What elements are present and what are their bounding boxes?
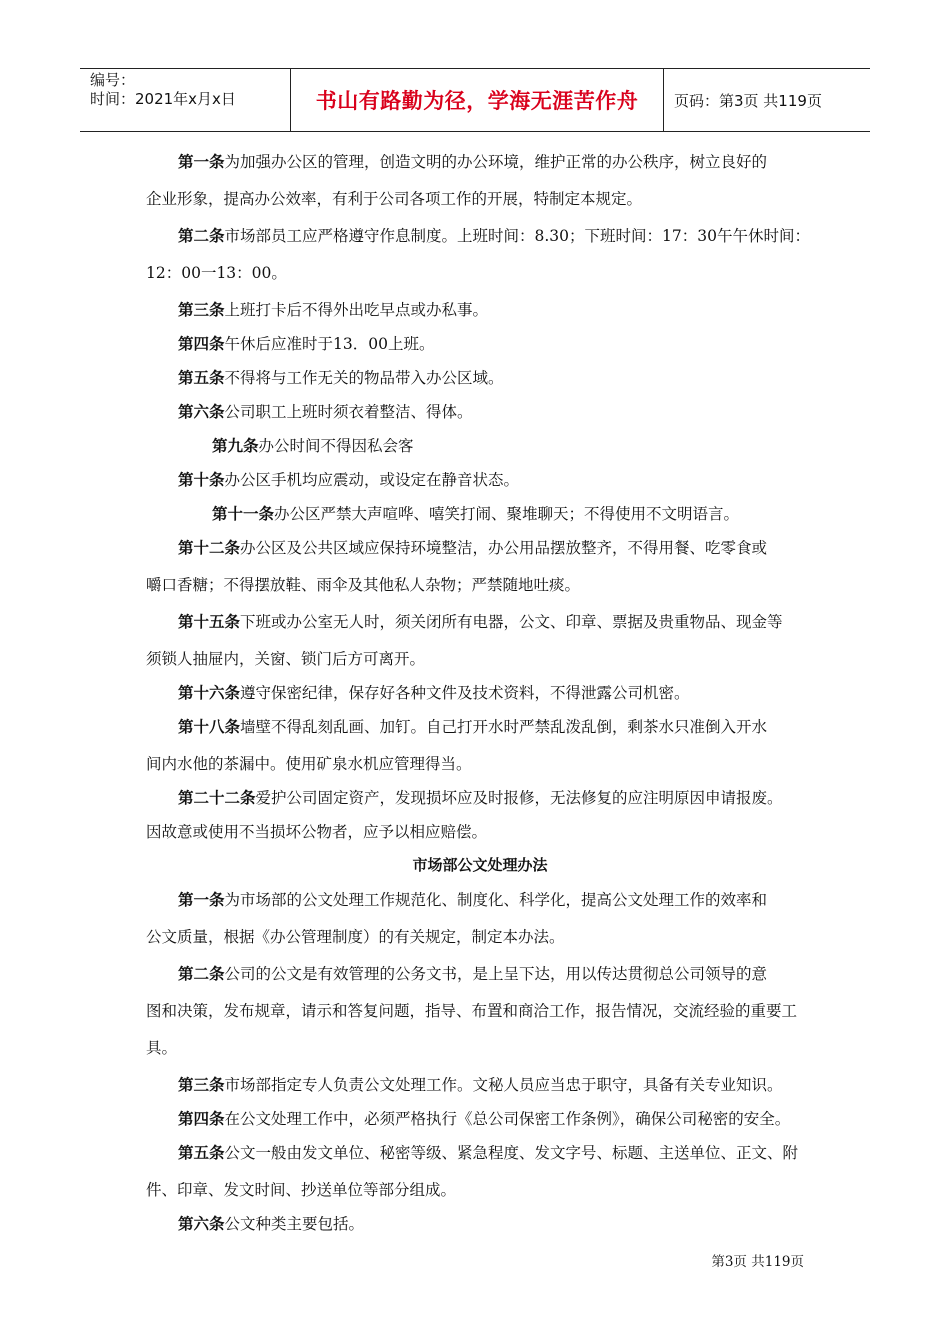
paragraph-text: 公文种类主要包括。 xyxy=(224,1215,365,1233)
paragraph-line xyxy=(146,468,846,490)
article-number: 第九条 xyxy=(212,436,259,455)
article-number: 第十六条 xyxy=(178,683,241,702)
paragraph-text: 不得将与工作无关的物品带入办公区域。 xyxy=(224,369,504,387)
article-number: 第一条 xyxy=(178,890,225,909)
article-number: 第二条 xyxy=(178,226,225,245)
paragraph-line xyxy=(146,1178,814,1200)
number-label: 编号： xyxy=(90,71,136,89)
document-header xyxy=(80,68,870,132)
paragraph-text: 下班或办公室无人时，须关闭所有电器，公文、印章、票据及贵重物品、现金等 xyxy=(240,613,783,631)
article-number: 第三条 xyxy=(178,1075,225,1094)
paragraph-line xyxy=(146,224,846,246)
paragraph-line xyxy=(146,1036,814,1058)
paragraph-text: 12：00一13：00。 xyxy=(146,264,287,282)
paragraph-text: 图和决策，发布规章，请示和答复问题，指导、布置和商洽工作，报告情况，交流经验的重要工 xyxy=(146,1002,798,1020)
paragraph-line xyxy=(146,400,846,422)
article-number: 第二条 xyxy=(178,964,225,983)
paragraph-line xyxy=(146,261,814,283)
paragraph-text: 公司的公文是有效管理的公务文书，是上呈下达，用以传达贯彻总公司领导的意 xyxy=(224,965,768,983)
article-number: 第六条 xyxy=(178,402,225,421)
paragraph-text: 上班打卡后不得外出吃早点或办私事。 xyxy=(224,301,489,319)
paragraph-text: 爱护公司固定资产，发现损坏应及时报修，无法修复的应注明原因申请报废。 xyxy=(255,789,783,807)
paragraph-text: 办公区严禁大声喧哗、嘻笑打闹、聚堆聊天；不得使用不文明语言。 xyxy=(274,505,740,523)
header-meta xyxy=(80,69,291,131)
paragraph-text: 市场部公文处理办法 xyxy=(412,856,548,874)
paragraph-line xyxy=(146,715,846,737)
paragraph-text: 遵守保密纪律，保存好各种文件及技术资料，不得泄露公司机密。 xyxy=(240,684,690,702)
article-number: 第五条 xyxy=(178,368,225,387)
paragraph-text: 件、印章、发文时间、抄送单位等部分组成。 xyxy=(146,1181,457,1199)
paragraph-line xyxy=(146,786,846,808)
paragraph-line xyxy=(146,536,846,558)
paragraph-text: 企业形象，提高办公效率，有利于公司各项工作的开展，特制定本规定。 xyxy=(146,190,643,208)
article-number: 第十八条 xyxy=(178,717,241,736)
paragraph-text: 办公时间不得因私会客 xyxy=(258,437,414,455)
paragraph-text: 公司职工上班时须衣着整洁、得体。 xyxy=(224,403,473,421)
paragraph-text: 须锁人抽屉内，关窗、锁门后方可离开。 xyxy=(146,650,426,668)
article-number: 第十二条 xyxy=(178,538,241,557)
article-number: 第三条 xyxy=(178,300,225,319)
article-number: 第六条 xyxy=(178,1214,225,1233)
header-page-label: 页码：第3页 共119页 xyxy=(674,91,822,110)
paragraph-line xyxy=(146,820,814,842)
header-motto: 书山有路勤为径，学海无涯苦作舟 xyxy=(291,69,664,131)
paragraph-text: 在公文处理工作中，必须严格执行《总公司保密工作条例》，确保公司秘密的安全。 xyxy=(224,1110,791,1128)
paragraph-line xyxy=(146,610,846,632)
paragraph-line xyxy=(146,150,846,172)
article-number: 第十五条 xyxy=(178,612,241,631)
paragraph-line xyxy=(146,752,814,774)
paragraph-line xyxy=(146,187,814,209)
paragraph-text: 墙壁不得乱刻乱画、加钉。自己打开水时严禁乱泼乱倒，剩茶水只准倒入开水 xyxy=(240,718,768,736)
paragraph-line xyxy=(146,366,846,388)
paragraph-text: 因故意或使用不当损坏公物者，应予以相应赔偿。 xyxy=(146,823,488,841)
paragraph-line xyxy=(146,298,846,320)
paragraph-text: 午休后应准时于13．00上班。 xyxy=(224,335,435,353)
paragraph-text: 市场部员工应严格遵守作息制度。上班时间：8.30；下班时间：17：30午午休时间： xyxy=(224,227,810,245)
paragraph-text: 公文质量，根据《办公管理制度）的有关规定，制定本办法。 xyxy=(146,928,565,946)
paragraph-line xyxy=(146,999,814,1021)
paragraph-line xyxy=(146,1107,846,1129)
paragraph-line xyxy=(146,1073,846,1095)
paragraph-text: 办公区及公共区域应保持环境整洁，办公用品摆放整齐，不得用餐、吃零食或 xyxy=(240,539,768,557)
section-title xyxy=(146,854,814,875)
paragraph-text: 市场部指定专人负责公文处理工作。文秘人员应当忠于职守，具备有关专业知识。 xyxy=(224,1076,783,1094)
paragraph-text: 具。 xyxy=(146,1039,178,1057)
paragraph-text: 办公区手机均应震动，或设定在静音状态。 xyxy=(224,471,520,489)
paragraph-text: 为加强办公区的管理，创造文明的办公环境，维护正常的办公秩序，树立良好的 xyxy=(224,153,768,171)
time-label: 时间：2021年x月x日 xyxy=(90,90,236,108)
article-number: 第四条 xyxy=(178,1109,225,1128)
paragraph-line xyxy=(146,434,880,456)
paragraph-line xyxy=(146,1141,846,1163)
article-number: 第五条 xyxy=(178,1143,225,1162)
paragraph-line xyxy=(146,332,846,354)
article-number: 第十一条 xyxy=(212,504,275,523)
article-number: 第四条 xyxy=(178,334,225,353)
article-number: 第一条 xyxy=(178,152,225,171)
paragraph-text: 公文一般由发文单位、秘密等级、紧急程度、发文字号、标题、主送单位、正文、附 xyxy=(224,1144,799,1162)
paragraph-text: 为市场部的公文处理工作规范化、制度化、科学化，提高公文处理工作的效率和 xyxy=(224,891,768,909)
paragraph-line xyxy=(146,647,814,669)
paragraph-line xyxy=(146,925,814,947)
paragraph-line xyxy=(146,573,814,595)
article-number: 第二十二条 xyxy=(178,788,256,807)
paragraph-line xyxy=(146,681,846,703)
paragraph-text: 嚼口香糖；不得摆放鞋、雨伞及其他私人杂物；严禁随地吐痰。 xyxy=(146,576,581,594)
footer-page-label: 第3页 共119页 xyxy=(711,1254,804,1270)
paragraph-line xyxy=(146,502,880,524)
article-number: 第十条 xyxy=(178,470,225,489)
paragraph-text: 间内水他的茶漏中。使用矿泉水机应管理得当。 xyxy=(146,755,472,773)
paragraph-line xyxy=(146,888,846,910)
paragraph-line xyxy=(146,1212,846,1234)
paragraph-line xyxy=(146,962,846,984)
